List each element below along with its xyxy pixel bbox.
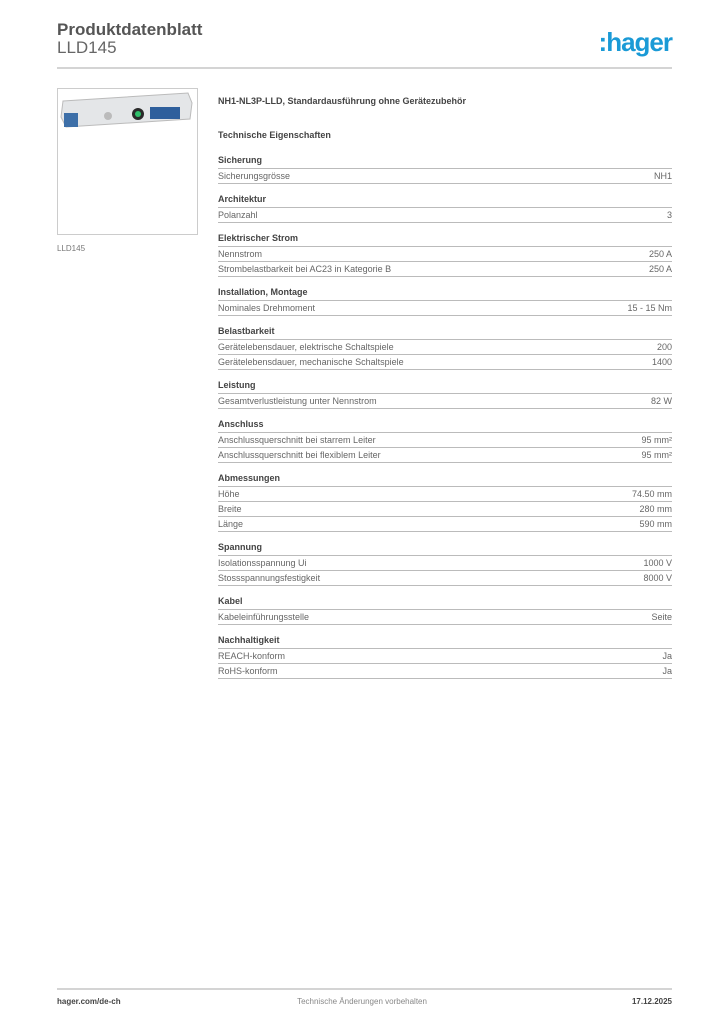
header-divider xyxy=(57,67,672,69)
spec-section xyxy=(218,594,672,625)
spec-section xyxy=(218,324,672,370)
product-photo-icon xyxy=(58,89,197,234)
spec-label: Isolationsspannung Ui xyxy=(218,558,307,568)
spec-value: 280 mm xyxy=(639,504,672,514)
section-title: Spannung xyxy=(218,540,672,556)
spec-section xyxy=(218,231,672,277)
spec-label: Polanzahl xyxy=(218,210,258,220)
spec-label: Anschlussquerschnitt bei flexiblem Leiter xyxy=(218,450,381,460)
spec-label: Länge xyxy=(218,519,244,529)
section-title: Nachhaltigkeit xyxy=(218,633,672,649)
spec-value: NH1 xyxy=(653,171,672,181)
spec-row xyxy=(218,433,672,448)
product-description: NH1-NL3P-LLD, Standardausführung ohne Gerätezubehör xyxy=(218,96,467,106)
spec-row xyxy=(218,487,672,502)
section-title: Belastbarkeit xyxy=(218,324,672,340)
spec-value: 95 mm² xyxy=(641,435,672,445)
spec-row xyxy=(218,394,672,409)
tech-heading: Technische Eigenschaften xyxy=(218,130,331,140)
spec-value: 8000 V xyxy=(643,573,672,583)
spec-row xyxy=(218,448,672,463)
spec-row xyxy=(218,502,672,517)
spec-label: Gesamtverlustleistung unter Nennstrom xyxy=(218,396,377,406)
footer-date: 17.12.2025 xyxy=(631,997,672,1006)
spec-value: Ja xyxy=(662,666,672,676)
spec-row xyxy=(218,664,672,679)
page-title: Produktdatenblatt xyxy=(57,20,203,39)
spec-value: 200 xyxy=(656,342,672,352)
spec-label: Gerätelebensdauer, mechanische Schaltspiele xyxy=(218,357,404,367)
spec-label: REACH-konform xyxy=(218,651,286,661)
spec-row xyxy=(218,556,672,571)
spec-row xyxy=(218,247,672,262)
spec-value: Ja xyxy=(662,651,672,661)
hager-logo: :hager xyxy=(598,27,672,57)
section-title: Kabel xyxy=(218,594,672,610)
spec-label: Anschlussquerschnitt bei starrem Leiter xyxy=(218,435,376,445)
spec-row xyxy=(218,208,672,223)
spec-value: 95 mm² xyxy=(641,450,672,460)
section-title: Anschluss xyxy=(218,417,672,433)
spec-label: Strombelastbarkeit bei AC23 in Kategorie B xyxy=(218,264,392,274)
spec-label: RoHS-konform xyxy=(218,666,278,676)
spec-row xyxy=(218,355,672,370)
section-title: Elektrischer Strom xyxy=(218,231,672,247)
spec-section xyxy=(218,192,672,223)
spec-section xyxy=(218,471,672,532)
footer-divider xyxy=(57,988,672,990)
footer-notice: Technische Änderungen vorbehalten xyxy=(297,997,427,1006)
section-title: Installation, Montage xyxy=(218,285,672,301)
spec-value: 250 A xyxy=(648,264,672,274)
spec-label: Kabeleinführungsstelle xyxy=(218,612,310,622)
section-title: Abmessungen xyxy=(218,471,672,487)
spec-value: 1000 V xyxy=(643,558,672,568)
spec-value: 74.50 mm xyxy=(631,489,672,499)
spec-label: Stossspannungsfestigkeit xyxy=(218,573,321,583)
spec-label: Nominales Drehmoment xyxy=(218,303,316,313)
spec-label: Höhe xyxy=(218,489,240,499)
spec-row xyxy=(218,610,672,625)
spec-section xyxy=(218,633,672,679)
spec-sections xyxy=(218,153,672,687)
spec-row xyxy=(218,301,672,316)
spec-label: Gerätelebensdauer, elektrische Schaltspiele xyxy=(218,342,394,352)
product-code: LLD145 xyxy=(57,38,117,57)
section-title: Leistung xyxy=(218,378,672,394)
spec-section xyxy=(218,153,672,184)
image-caption: LLD145 xyxy=(57,244,86,253)
spec-row xyxy=(218,169,672,184)
spec-value: 82 W xyxy=(650,396,672,406)
spec-value: 3 xyxy=(666,210,672,220)
footer-website: hager.com/de-ch xyxy=(57,997,121,1006)
spec-value: Seite xyxy=(651,612,672,622)
spec-row xyxy=(218,649,672,664)
spec-value: 1400 xyxy=(651,357,672,367)
section-title: Sicherung xyxy=(218,153,672,169)
spec-label: Sicherungsgrösse xyxy=(218,171,291,181)
product-image xyxy=(57,88,198,235)
spec-value: 590 mm xyxy=(639,519,672,529)
section-title: Architektur xyxy=(218,192,672,208)
spec-value: 250 A xyxy=(648,249,672,259)
spec-label: Breite xyxy=(218,504,242,514)
spec-row xyxy=(218,340,672,355)
spec-label: Nennstrom xyxy=(218,249,263,259)
spec-section xyxy=(218,378,672,409)
spec-row xyxy=(218,571,672,586)
spec-section xyxy=(218,540,672,586)
spec-section xyxy=(218,417,672,463)
spec-section xyxy=(218,285,672,316)
spec-row xyxy=(218,517,672,532)
spec-row xyxy=(218,262,672,277)
spec-value: 15 - 15 Nm xyxy=(627,303,672,313)
